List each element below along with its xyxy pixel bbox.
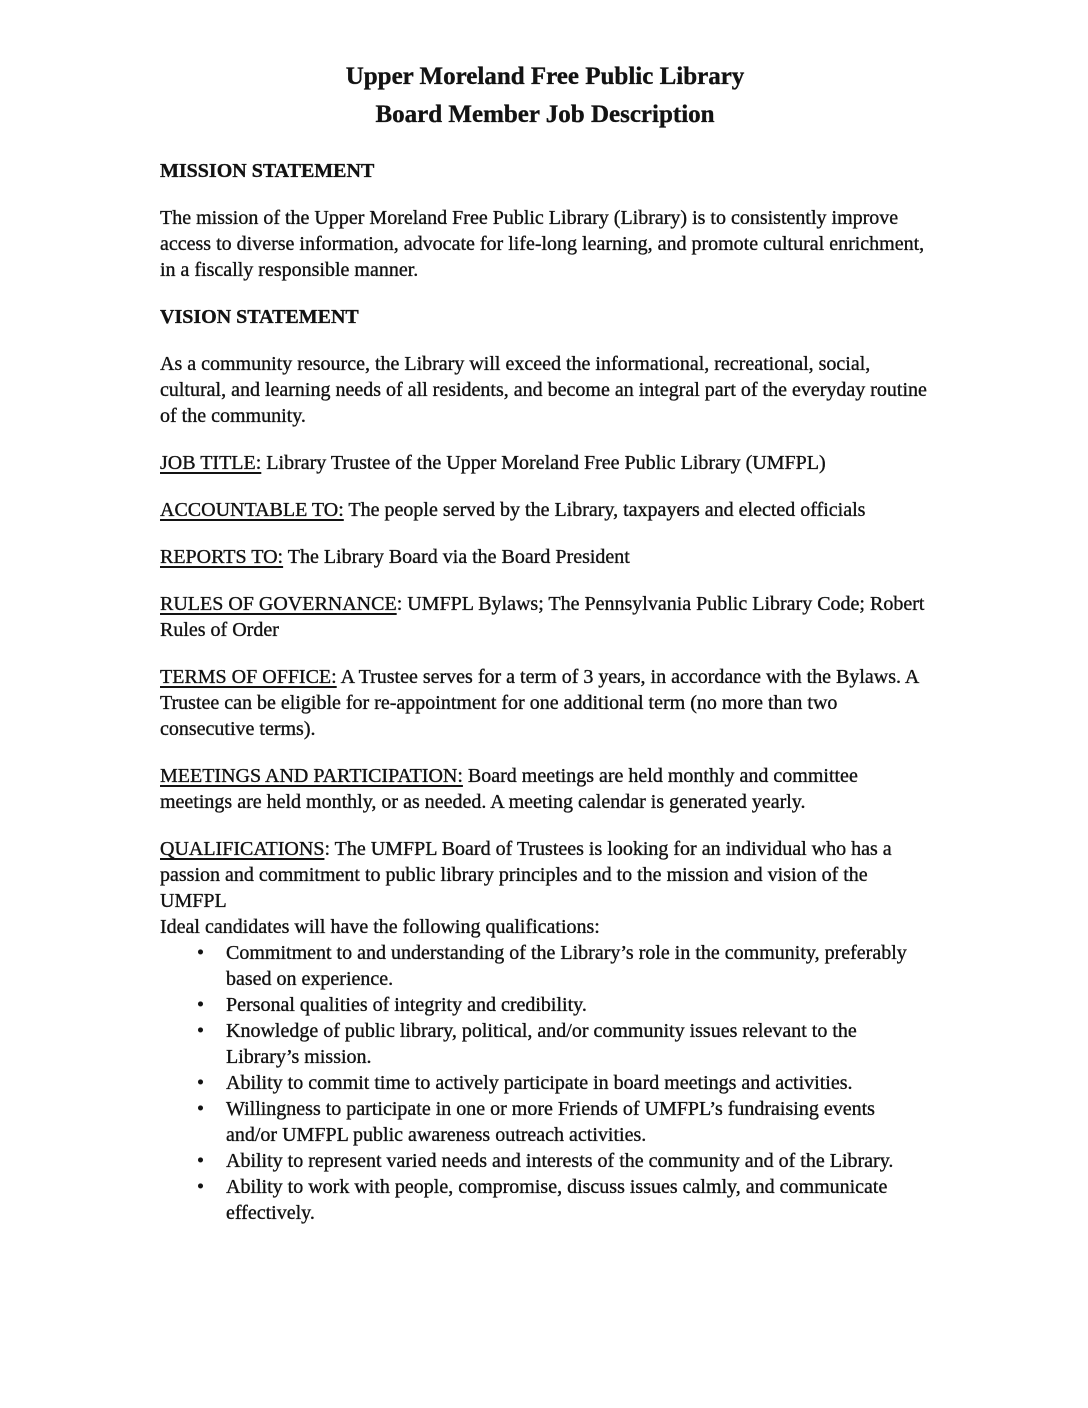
- qualification-item: • Personal qualities of integrity and credibility.: [226, 992, 930, 1018]
- qualification-item: • Commitment to and understanding of the Library’s role in the community, preferably based on experience.: [226, 940, 930, 992]
- job-title-value: Library Trustee of the Upper Moreland Free Public Library (UMFPL): [261, 452, 826, 474]
- rules-of-governance-field: [160, 591, 930, 643]
- meetings-and-participation-value: Board meetings are held monthly and committee meetings are held monthly, or as needed. A meeting calendar is generated yearly.: [160, 765, 858, 813]
- meetings-and-participation-field: [160, 763, 930, 815]
- qualifications-field: [160, 836, 930, 914]
- job-title-field: [160, 450, 930, 476]
- reports-to-field: [160, 544, 930, 570]
- qualifications-label: QUALIFICATIONS: [160, 838, 325, 860]
- reports-to-value: The Library Board via the Board President: [283, 546, 630, 568]
- qualification-item: • Ability to commit time to actively participate in board meetings and activities.: [226, 1070, 930, 1096]
- rules-of-governance-label: RULES OF GOVERNANCE: [160, 593, 397, 615]
- mission-statement-heading: MISSION STATEMENT: [160, 160, 375, 182]
- rules-of-governance-value: : UMFPL Bylaws; The Pennsylvania Public Library Code; Robert Rules of Order: [160, 593, 925, 641]
- terms-of-office-field: [160, 664, 930, 742]
- qualification-item: • Ability to work with people, compromise, discuss issues calmly, and communicate effectively.: [226, 1174, 930, 1226]
- vision-statement-heading: VISION STATEMENT: [160, 306, 359, 328]
- qualifications-bullet-list: [160, 940, 930, 1226]
- accountable-to-value: The people served by the Library, taxpayers and elected officials: [343, 499, 866, 521]
- accountable-to-field: [160, 497, 930, 523]
- qualifications-intro: Ideal candidates will have the following qualifications:: [160, 916, 600, 938]
- qualifications-value: : The UMFPL Board of Trustees is looking for an individual who has a passion and commitment to public library principles and to the mission and vision of the UMFPL: [160, 838, 892, 912]
- qualification-item: • Ability to represent varied needs and interests of the community and of the Library.: [226, 1148, 930, 1174]
- qualification-item: • Willingness to participate in one or more Friends of UMFPL’s fundraising events and/or UMFPL public awareness outreach activities.: [226, 1096, 930, 1148]
- qualification-item: • Knowledge of public library, political, and/or community issues relevant to the Library’s mission.: [226, 1018, 930, 1070]
- document-title-line2: Board Member Job Description: [375, 101, 715, 128]
- job-title-label: JOB TITLE:: [160, 452, 262, 474]
- meetings-and-participation-label: MEETINGS AND PARTICIPATION:: [160, 765, 463, 787]
- terms-of-office-value: A Trustee serves for a term of 3 years, in accordance with the Bylaws. A Trustee can be eligible for re-appointment for one additional term (no more than two consecutive terms).: [160, 666, 919, 740]
- document-title-line1: Upper Moreland Free Public Library: [345, 63, 745, 90]
- reports-to-label: REPORTS TO:: [160, 546, 284, 568]
- terms-of-office-label: TERMS OF OFFICE:: [160, 666, 337, 688]
- document-title: [160, 58, 930, 134]
- accountable-to-label: ACCOUNTABLE TO:: [160, 499, 344, 521]
- mission-statement-paragraph: The mission of the Upper Moreland Free Public Library (Library) is to consistently improve access to diverse information, advocate for life-long learning, and promote cultural enrichment, in a fiscally responsible manner.: [160, 207, 925, 281]
- vision-statement-paragraph: As a community resource, the Library will exceed the informational, recreational, social, cultural, and learning needs of all residents, and become an integral part of the everyday routine of the community.: [160, 353, 927, 427]
